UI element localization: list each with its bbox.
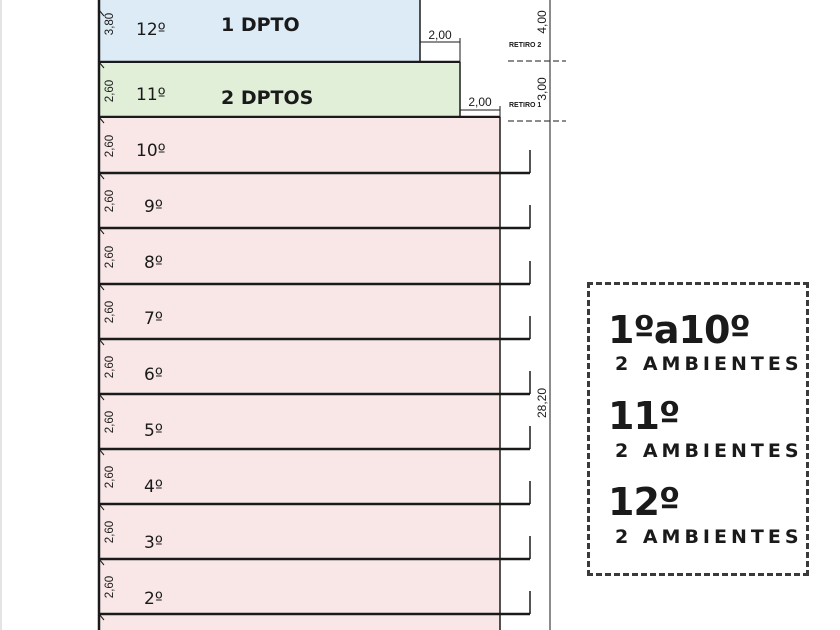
setback-1-height: 3,00 <box>535 77 549 101</box>
floor-4-label: 4º <box>144 477 163 497</box>
legend-title-2: 11º <box>608 394 680 438</box>
floor-5-label: 5º <box>144 421 163 441</box>
floor-3-height: 2,60 <box>104 520 116 544</box>
floor-7-height: 2,60 <box>104 300 116 324</box>
legend-title-3: 12º <box>608 480 680 524</box>
setback-2-height: 4,00 <box>535 10 549 34</box>
floor-11-label: 11º <box>136 85 166 105</box>
total-height: 28,20 <box>535 387 549 419</box>
setback-2-width: 2,00 <box>428 28 452 42</box>
floor-7-label: 7º <box>144 309 163 329</box>
legend-box <box>587 282 809 576</box>
typical-floors <box>99 117 530 630</box>
floor-10-label: 10º <box>136 141 166 161</box>
floor-12-unit: 1 DPTO <box>221 14 300 36</box>
floor-10-height: 2,60 <box>104 134 116 158</box>
floor-3-label: 3º <box>144 533 163 553</box>
floor-2-label: 2º <box>144 589 163 609</box>
floor-11 <box>99 62 500 117</box>
setback-2-label: RETIRO 2 <box>509 42 542 49</box>
floor-9-height: 2,60 <box>104 189 116 213</box>
legend-subtitle-3: 2 AMBIENTES <box>615 526 803 548</box>
floor-1-fill <box>99 615 500 630</box>
floor-12-label: 12º <box>136 20 166 40</box>
floor-11-unit: 2 DPTOS <box>221 87 314 109</box>
floor-6-label: 6º <box>144 365 163 385</box>
floor-2-height: 2,60 <box>104 575 116 599</box>
floor-12-height: 3,80 <box>104 12 116 36</box>
legend-subtitle-1: 2 AMBIENTES <box>615 353 803 375</box>
legend-title-1: 1ºa10º <box>608 308 750 352</box>
floor-11-height: 2,60 <box>104 79 116 103</box>
floor-12 <box>99 0 460 62</box>
legend-subtitle-2: 2 AMBIENTES <box>615 440 803 462</box>
total-height-dimension <box>535 0 550 630</box>
floor-8-height: 2,60 <box>104 245 116 269</box>
floor-8-label: 8º <box>144 253 163 273</box>
floor-4-height: 2,60 <box>104 465 116 489</box>
floor-6-height: 2,60 <box>104 355 116 379</box>
setback-1-label: RETIRO 1 <box>509 102 542 109</box>
setback-1-width: 2,00 <box>468 95 492 109</box>
floor-5-height: 2,60 <box>104 410 116 434</box>
floor-9-label: 9º <box>144 197 163 217</box>
